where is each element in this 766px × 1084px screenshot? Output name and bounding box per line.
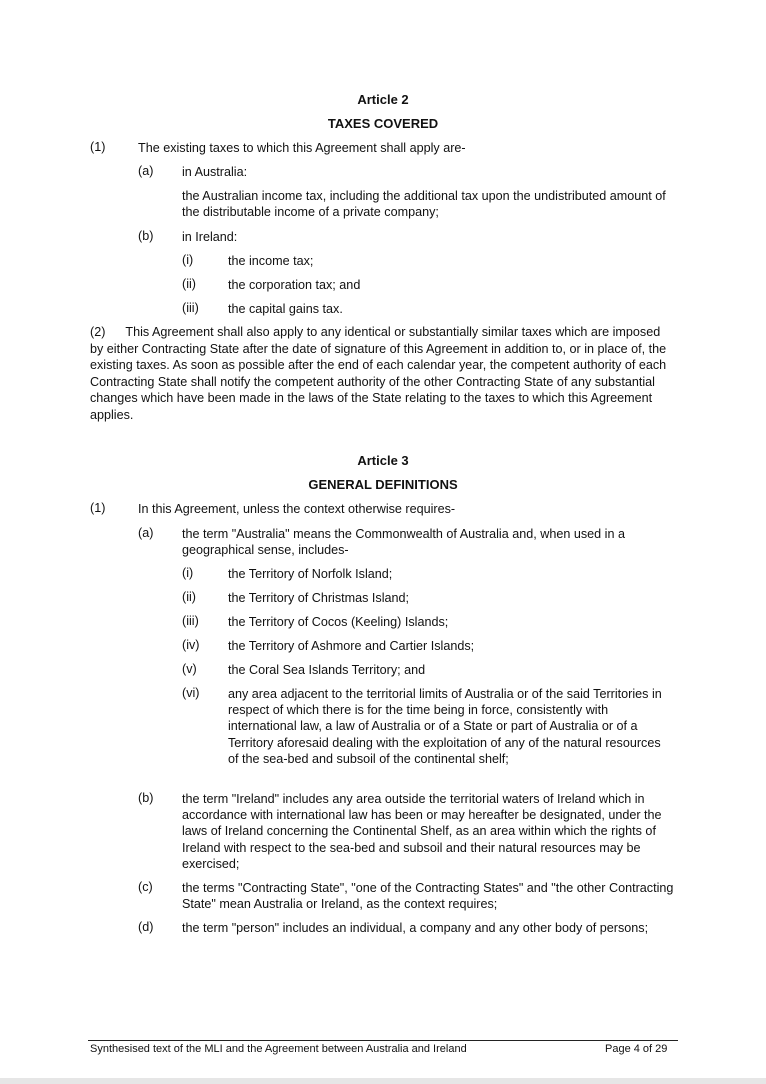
a2-p2-text: This Agreement shall also apply to any identical or substantially similar taxes which are imposed by either Contracting State after the date of signature of this Agreement in addition to, or in place of, the existing taxes. As soon as possible after the end of each calendar year, the competent authority of each Contracting State shall notify the competent authority of the other Contracting State of any substantial changes which have been made in the laws of the State relating to the taxes to which this Agreement applies. [90, 325, 667, 422]
a3-p1-number: (1) [90, 501, 106, 515]
a2-p1-number: (1) [90, 140, 106, 154]
a2-b-i-number: (i) [182, 253, 194, 267]
a3-c-text: the terms "Contracting State", "one of the Contracting States" and "the other Contracting State" mean Australia or Ireland, as the context requires; [182, 881, 674, 912]
a2-b-ii-text: the corporation tax; and [228, 278, 361, 292]
a3-a-i-text: the Territory of Norfolk Island; [228, 567, 393, 581]
a3-a-iv-number: (iv) [182, 638, 200, 652]
a3-a-vi-number: (vi) [182, 686, 200, 700]
a3-a-vi-text: any area adjacent to the territorial limits of Australia or of the said Territories in respect of which there is for the time being in force, consistently with international law, a law of Australia or of a State or part of Australia or of a Territory aforesaid dealing with the exploitation of any of the natural resources of the sea-bed and subsoil of the continental shelf; [228, 687, 662, 766]
a2-p2-number: (2) [90, 325, 106, 339]
article-2-subheading: TAXES COVERED [327, 116, 439, 131]
article-3-heading: Article 3 [357, 453, 409, 468]
a3-b-number: (b) [138, 791, 154, 805]
footer-document-title: Synthesised text of the MLI and the Agreement between Australia and Ireland [90, 1043, 467, 1055]
a2-b-label: in Ireland: [182, 230, 238, 244]
a3-a-iii-text: the Territory of Cocos (Keeling) Islands; [228, 615, 449, 629]
article-2-heading: Article 2 [357, 92, 409, 107]
a2-b-number: (b) [138, 229, 154, 243]
a3-a-iv-text: the Territory of Ashmore and Cartier Islands; [228, 639, 475, 653]
a2-a-label: in Australia: [182, 165, 248, 179]
footer-rule [88, 1040, 678, 1041]
page-bottom-edge [0, 1078, 766, 1084]
a2-b-iii-text: the capital gains tax. [228, 302, 343, 316]
a3-p1-text: In this Agreement, unless the context otherwise requires- [138, 502, 456, 516]
a3-a-text: the term "Australia" means the Commonwealth of Australia and, when used in a geographical sense, includes- [182, 527, 625, 558]
a2-a-number: (a) [138, 164, 154, 178]
a3-a-v-number: (v) [182, 662, 197, 676]
a3-a-iii-number: (iii) [182, 614, 199, 628]
a2-p2 [90, 324, 675, 424]
a3-a-ii-text: the Territory of Christmas Island; [228, 591, 410, 605]
a3-a-ii-number: (ii) [182, 590, 196, 604]
a3-a-i-number: (i) [182, 566, 194, 580]
footer-page-number: Page 4 of 29 [605, 1043, 668, 1055]
article-3-subheading: GENERAL DEFINITIONS [308, 477, 458, 492]
a2-a-text: the Australian income tax, including the additional tax upon the undistributed amount of the distributable income of a private company; [182, 189, 666, 220]
a2-b-ii-number: (ii) [182, 277, 196, 291]
a2-b-i-text: the income tax; [228, 254, 314, 268]
a3-b-text: the term "Ireland" includes any area outside the territorial waters of Ireland which in accordance with international law has been or may hereafter be designated, under the laws of Ireland concerning the Continental Shelf, as an area within which the rights of Ireland with respect to the sea-bed and subsoil and their natural resources may be exercised; [182, 792, 662, 871]
a3-c-number: (c) [138, 880, 153, 894]
a3-d-number: (d) [138, 920, 154, 934]
a2-b-iii-number: (iii) [182, 301, 199, 315]
a3-a-v-text: the Coral Sea Islands Territory; and [228, 663, 426, 677]
a3-a-number: (a) [138, 526, 154, 540]
a3-d-text: the term "person" includes an individual, a company and any other body of persons; [182, 921, 649, 935]
a2-p1-text: The existing taxes to which this Agreement shall apply are- [138, 141, 466, 155]
